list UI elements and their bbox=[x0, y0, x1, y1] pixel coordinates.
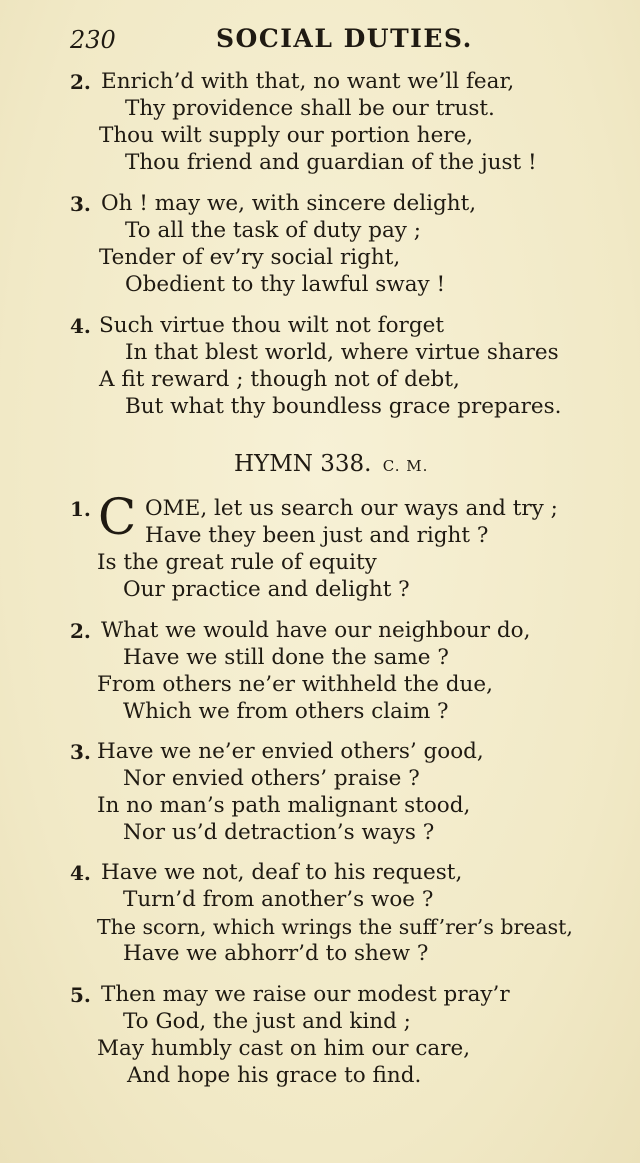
verse-line: Have we not, deaf to his request, bbox=[101, 860, 463, 885]
verse-line: And hope his grace to find. bbox=[127, 1063, 422, 1088]
verse-number: 2. bbox=[70, 619, 91, 643]
drop-cap: C bbox=[98, 488, 137, 546]
hymn-meter: C. M. bbox=[382, 457, 429, 475]
verse-line: In that blest world, where virtue shares bbox=[125, 340, 559, 365]
verse-line: Obedient to thy lawful sway ! bbox=[125, 272, 446, 297]
verse-line: Then may we raise our modest pray’r bbox=[101, 982, 510, 1007]
running-head: SOCIAL DUTIES. bbox=[216, 24, 473, 53]
verse-line: A fit reward ; though not of debt, bbox=[99, 367, 460, 392]
verse-line: Nor us’d detraction’s ways ? bbox=[123, 820, 435, 845]
hymn-number: HYMN 338. bbox=[234, 451, 372, 477]
verse-number: 4. bbox=[70, 861, 91, 885]
verse-line: The scorn, which wrings the suff’rer’s breast, bbox=[97, 915, 573, 939]
verse-line: May humbly cast on him our care, bbox=[97, 1036, 471, 1061]
verse-line: Have they been just and right ? bbox=[145, 523, 489, 548]
verse-line: Which we from others claim ? bbox=[123, 699, 449, 724]
verse-number: 1. bbox=[70, 497, 91, 521]
verse-line: But what thy boundless grace prepares. bbox=[125, 394, 562, 419]
verse-line: Is the great rule of equity bbox=[97, 550, 377, 575]
verse-line: From others ne’er withheld the due, bbox=[97, 672, 493, 697]
verse-line: Nor envied others’ praise ? bbox=[123, 766, 420, 791]
verse-line: Have we abhorr’d to shew ? bbox=[123, 941, 429, 966]
verse-line: Turn’d from another’s woe ? bbox=[123, 887, 434, 912]
verse-line: Oh ! may we, with sincere delight, bbox=[101, 191, 477, 216]
verse-number: 2. bbox=[70, 70, 91, 94]
verse-line: Have we still done the same ? bbox=[123, 645, 449, 670]
verse-line: To all the task of duty pay ; bbox=[125, 218, 422, 243]
verse-number: 3. bbox=[70, 192, 91, 216]
verse-number: 3. bbox=[70, 740, 91, 764]
verse-line: In no man’s path malignant stood, bbox=[97, 793, 471, 818]
verse-line: Tender of ev’ry social right, bbox=[99, 245, 401, 270]
verse-line: Such virtue thou wilt not forget bbox=[99, 313, 444, 338]
verse-line: What we would have our neighbour do, bbox=[101, 618, 531, 643]
verse-line: Enrich’d with that, no want we’ll fear, bbox=[101, 69, 515, 94]
verse-line: Thou friend and guardian of the just ! bbox=[125, 150, 537, 175]
page-header bbox=[0, 24, 640, 58]
verse-number: 4. bbox=[70, 314, 91, 338]
verse-line: Our practice and delight ? bbox=[123, 577, 410, 602]
page-number: 230 bbox=[70, 26, 116, 54]
verse-line: Have we ne’er envied others’ good, bbox=[97, 739, 484, 764]
verse-line: OME, let us search our ways and try ; bbox=[145, 496, 558, 521]
verse-line: Thy providence shall be our trust. bbox=[125, 96, 495, 121]
hymn-title bbox=[234, 451, 428, 477]
verse-line: To God, the just and kind ; bbox=[123, 1009, 411, 1034]
verse-number: 5. bbox=[70, 983, 91, 1007]
verse-line: Thou wilt supply our portion here, bbox=[99, 123, 474, 148]
